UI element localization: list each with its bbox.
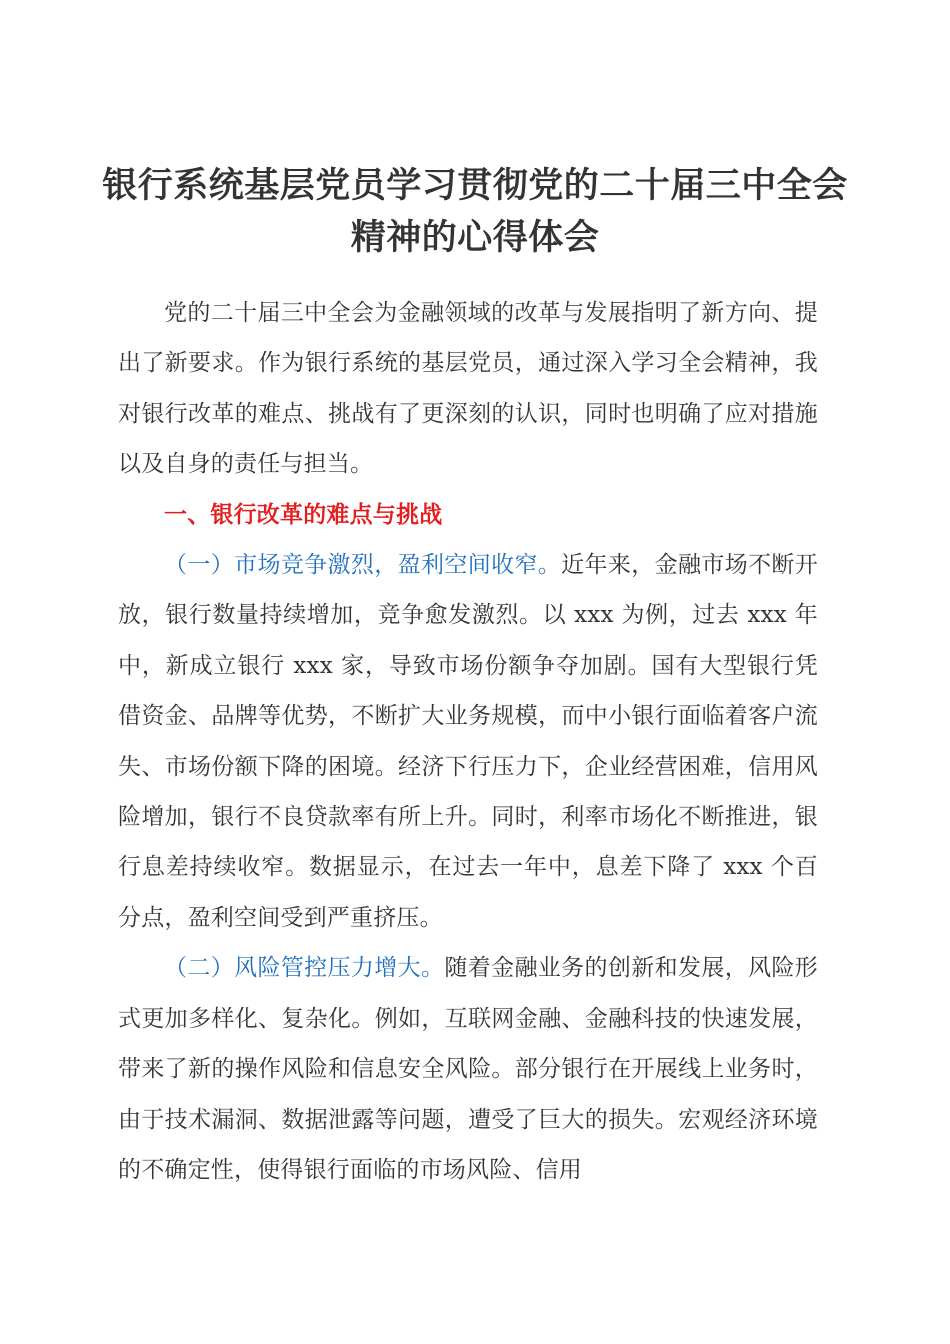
document-title: 银行系统基层党员学习贯彻党的二十届三中全会精神的心得体会: [102, 165, 848, 258]
subsection-paragraph-2: [118, 943, 818, 1195]
subsection-body-1: 近年来，金融市场不断开放，银行数量持续增加，竞争愈发激烈。以 xxx 为例，过去 xxx 年中，新成立银行 xxx 家，导致市场份额争夺加剧。国有大型银行凭借资金、品牌等优势，不断扩大业务规模，而中小银行面临着客户流失、市场份额下降的困境。经济下行压力下，企业经营困难，信用风险增加，银行不良贷款率有所上升。同时，利率市场化不断推进，银行息差持续收窄。数据显示，在过去一年中，息差下降了 xxx 个百分点，盈利空间受到严重挤压。: [118, 552, 818, 931]
subsection-heading-2: （二）风险管控压力增大。: [164, 955, 445, 982]
subsection-paragraph-1: [118, 540, 818, 943]
intro-paragraph: 党的二十届三中全会为金融领域的改革与发展指明了新方向、提出了新要求。作为银行系统的基层党员，通过深入学习全会精神，我对银行改革的难点、挑战有了更深刻的认识，同时也明确了应对措施以及自身的责任与担当。: [118, 300, 818, 478]
section-heading-1: 一、银行改革的难点与挑战: [164, 501, 443, 528]
subsection-heading-1: （一）市场竞争激烈，盈利空间收窄。: [164, 552, 562, 579]
subsection-body-2: 随着金融业务的创新和发展，风险形式更加多样化、复杂化。例如，互联网金融、金融科技的快速发展，带来了新的操作风险和信息安全风险。部分银行在开展线上业务时，由于技术漏洞、数据泄露等问题，遭受了巨大的损失。宏观经济环境的不确定性，使得银行面临的市场风险、信用: [118, 955, 818, 1183]
document-body: [118, 288, 818, 1195]
